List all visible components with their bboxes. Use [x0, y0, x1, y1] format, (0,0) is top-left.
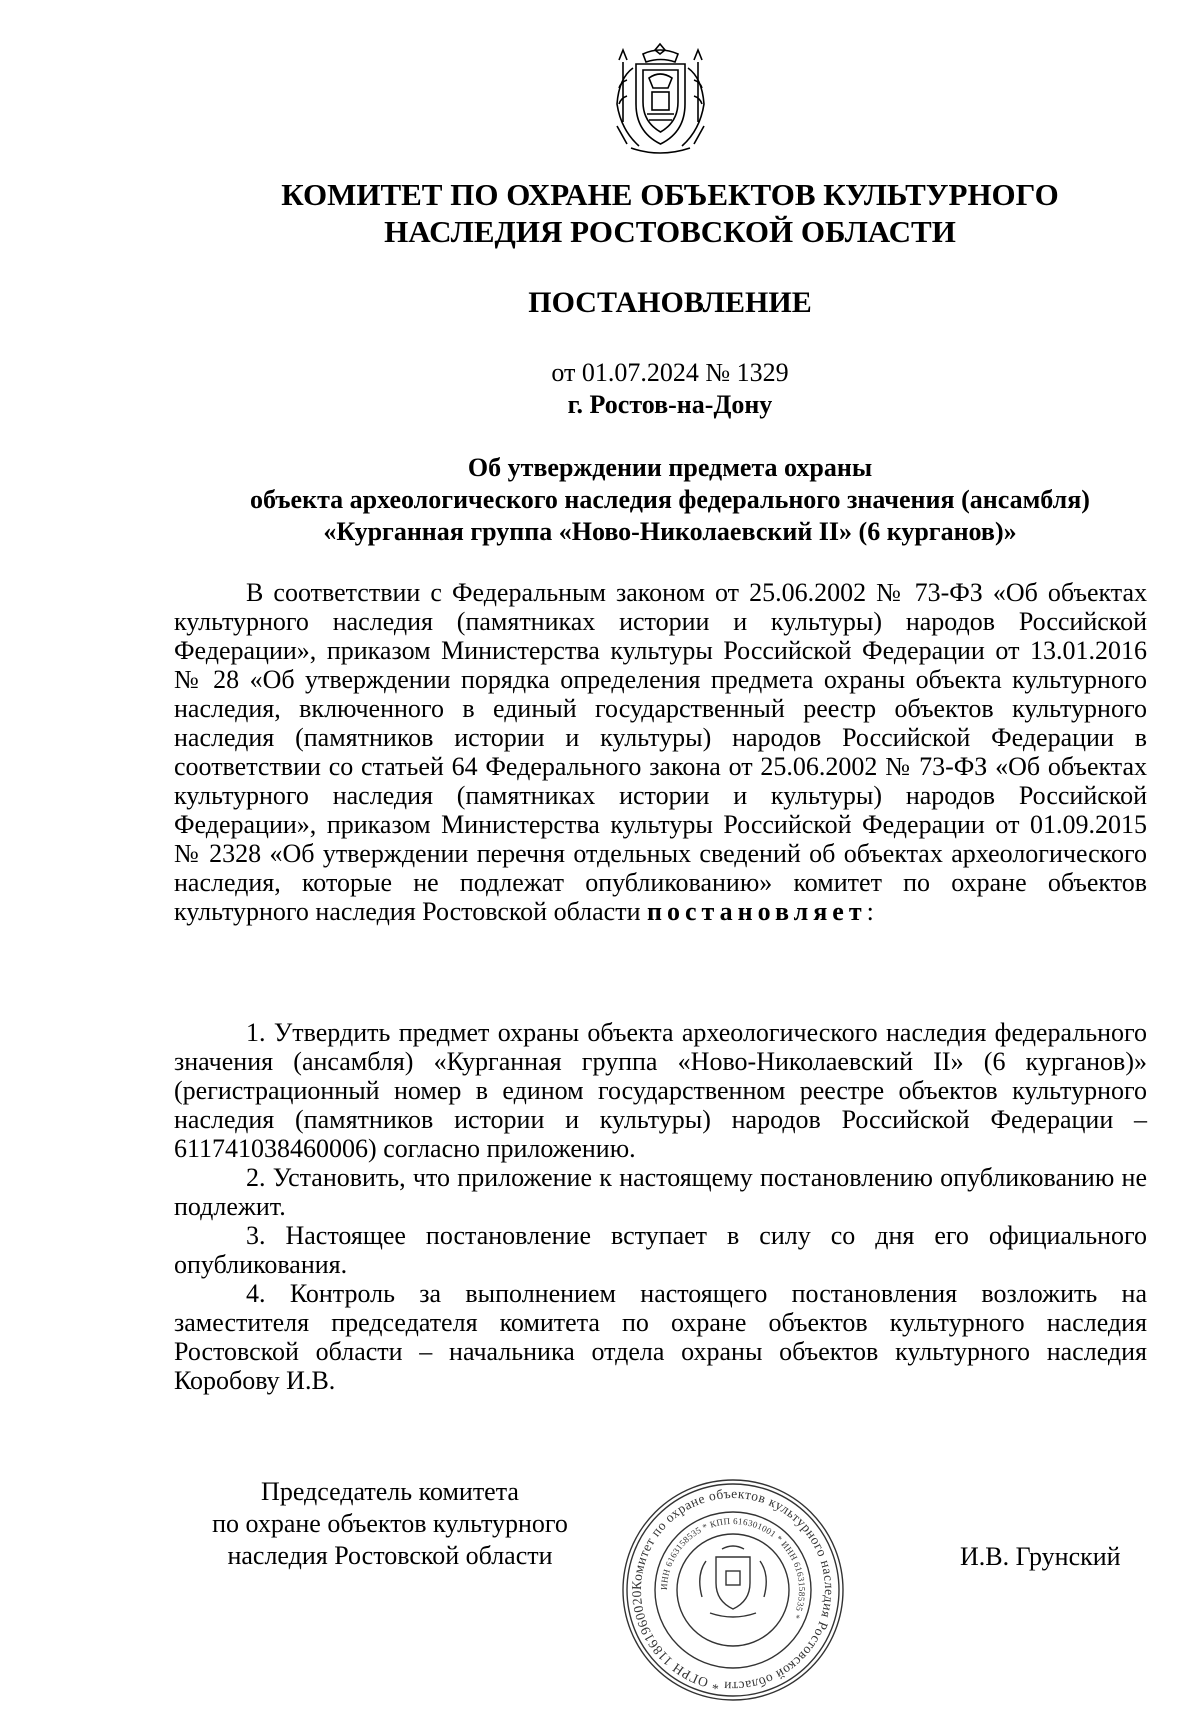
signatory-title [180, 1476, 600, 1572]
signatory-name: И.В. Грунский [960, 1542, 1121, 1571]
document-type: ПОСТАНОВЛЕНИЕ [528, 286, 812, 319]
signatory-title-line2: по охране объектов культурного [212, 1509, 568, 1538]
official-seal-icon [618, 1475, 848, 1705]
organization-name [60, 176, 1200, 250]
document-title [60, 452, 1200, 548]
decree-item-2: 2. Установить, что приложение к настоящему постановлению опубликованию не подлежит. [174, 1163, 1147, 1221]
document-title-line2: объекта археологического наследия федерального значения (ансамбля) [250, 485, 1090, 514]
preamble-text: В соответствии с Федеральным законом от 25.06.2002 № 73-ФЗ «Об объектах культурного наследия (памятниках истории и культуры) народов Российской Федерации», приказом Министерства культуры Российской Федерации от 13.01.2016 № 28 «Об утверждении порядка определения предмета охраны объекта культурного наследия, включенного в единый государственный реестр объектов культурного наследия (памятников истории и культуры) народов Российской Федерации в соответствии со статьей 64 Федерального закона от 25.06.2002 № 73-ФЗ «Об объектах культурного наследия (памятниках истории и культуры) народов Российской Федерации», приказом Министерства культуры Российской Федерации от 01.09.2015 № 2328 «Об утверждении перечня отдельных сведений об объектах археологического наследия, которые не подлежат опубликованию» комитет по охране объектов культурного наследия Ростовской области [174, 578, 1147, 926]
decree-item-3: 3. Настоящее постановление вступает в силу со дня его официального опубликования. [174, 1221, 1147, 1279]
coat-of-arms-icon [603, 40, 718, 160]
preamble-paragraph [174, 578, 1147, 926]
decree-word: постановляет [647, 897, 867, 926]
document-city: г. Ростов-на-Дону [567, 390, 773, 419]
preamble-colon: : [866, 897, 874, 926]
organization-name-line1: КОМИТЕТ ПО ОХРАНЕ ОБЪЕКТОВ КУЛЬТУРНОГО [281, 177, 1059, 212]
decree-item-1: 1. Утвердить предмет охраны объекта археологического наследия федерального значения (ансамбля) «Курганная группа «Ново-Николаевский II» (6 курганов)» (регистрационный номер в едином государственном реестре объектов культурного наследия (памятников истории и культуры) народов Российской Федерации – 611741038460006) согласно приложению. [174, 1018, 1147, 1163]
signatory-title-line1: Председатель комитета [261, 1477, 519, 1506]
signatory-title-line3: наследия Ростовской области [227, 1541, 553, 1570]
decree-items [174, 1018, 1147, 1395]
stamp-inner-text: ИНН 6163158535 * КПП 616301001 * ИНН 6163158535 * [658, 1515, 808, 1621]
document-title-line3: «Курганная группа «Ново-Николаевский II» (6 курганов)» [323, 517, 1017, 546]
decree-item-4: 4. Контроль за выполнением настоящего постановления возложить на заместителя председателя комитета по охране объектов культурного наследия Ростовской области – начальника отдела охраны объектов культурного наследия Коробову И.В. [174, 1279, 1147, 1395]
stamp-outer-text: Комитет по охране объектов культурного наследия Ростовской области * ОГРН 11861960020 [628, 1485, 838, 1695]
document-title-line1: Об утверждении предмета охраны [467, 453, 873, 482]
document-date-number: от 01.07.2024 № 1329 [551, 358, 789, 387]
organization-name-line2: НАСЛЕДИЯ РОСТОВСКОЙ ОБЛАСТИ [384, 214, 956, 249]
